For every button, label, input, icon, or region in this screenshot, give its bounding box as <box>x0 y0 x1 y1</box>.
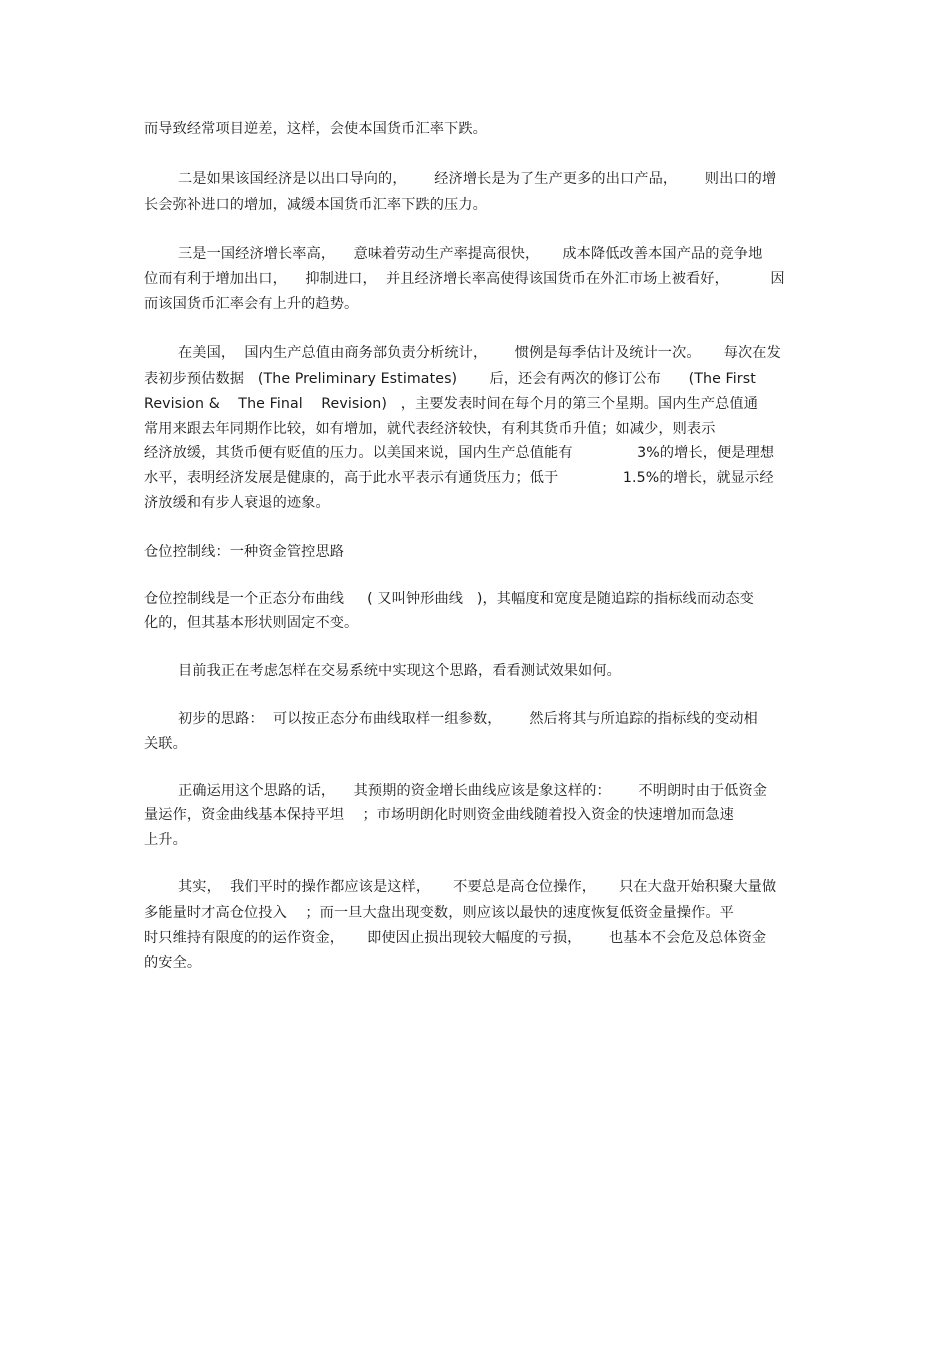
text-line: 目前我正在考虑怎样在交易系统中实现这个思路，看看测试效果如何。 <box>178 663 621 679</box>
text-line: 量运作，资金曲线基本保持平坦 ；市场明朗化时则资金曲线随着投入资金的快速增加而急速 <box>144 807 734 823</box>
text-line: 经济放缓，其货币便有贬值的压力。以美国来说，国内生产总值能有 3%的增长，便是理想 <box>144 445 775 461</box>
text-line: 三是一国经济增长率高， 意味着劳动生产率提高很快， 成本降低改善本国产品的竞争地 <box>178 246 763 262</box>
text-line: 初步的思路： 可以按正态分布曲线取样一组参数， 然后将其与所追踪的指标线的变动相 <box>178 711 758 727</box>
text-line: 多能量时才高仓位投入 ；而一旦大盘出现变数，则应该以最快的速度恢复低资金量操作。平 <box>144 905 734 921</box>
text-line: 时只维持有限度的的运作资金， 即使因止损出现较大幅度的亏损， 也基本不会危及总体资金 <box>144 930 767 946</box>
text-line: 正确运用这个思路的话， 其预期的资金增长曲线应该是象这样的： 不明朗时由于低资金 <box>178 783 768 799</box>
text-line: 长会弥补进口的增加，减缓本国货币汇率下跌的压力。 <box>144 197 487 213</box>
text-line: 上升。 <box>144 832 187 848</box>
text-line: 水平，表明经济发展是健康的，高于此水平表示有通货压力；低于 1.5%的增长，就显示经 <box>144 470 774 486</box>
section-heading: 仓位控制线：一种资金管控思路 <box>144 544 345 560</box>
text-line: 常用来跟去年同期作比较，如有增加，就代表经济较快，有利其货币升值；如减少，则表示 <box>144 421 716 437</box>
text-line: 济放缓和有步人衰退的迹象。 <box>144 495 330 511</box>
text-line: 仓位控制线是一个正态分布曲线 ( 又叫钟形曲线 )，其幅度和宽度是随追踪的指标线而动态变 <box>144 591 754 607</box>
text-line: 表初步预估数据 (The Preliminary Estimates) 后，还会有两次的修订公布 (The First <box>144 371 756 387</box>
text-line: 而该国货币汇率会有上升的趋势。 <box>144 296 359 312</box>
text-line: 而导致经常项目逆差，这样，会使本国货币汇率下跌。 <box>144 121 487 137</box>
text-line: 二是如果该国经济是以出口导向的， 经济增长是为了生产更多的出口产品， 则出口的增 <box>178 171 777 187</box>
text-line: 的安全。 <box>144 955 202 971</box>
text-line: Revision & The Final Revision) ，主要发表时间在每个月的第三个星期。国内生产总值通 <box>144 396 758 412</box>
text-line: 在美国， 国内生产总值由商务部负责分析统计， 惯例是每季估计及统计一次。 每次在发 <box>178 345 781 361</box>
text-line: 化的，但其基本形状则固定不变。 <box>144 615 359 631</box>
text-line: 其实， 我们平时的操作都应该是这样， 不要总是高仓位操作， 只在大盘开始积聚大量做 <box>178 879 777 895</box>
text-line: 关联。 <box>144 736 187 752</box>
text-line: 位而有利于增加出口， 抑制进口， 并且经济增长率高使得该国货币在外汇市场上被看好， 因 <box>144 271 785 287</box>
